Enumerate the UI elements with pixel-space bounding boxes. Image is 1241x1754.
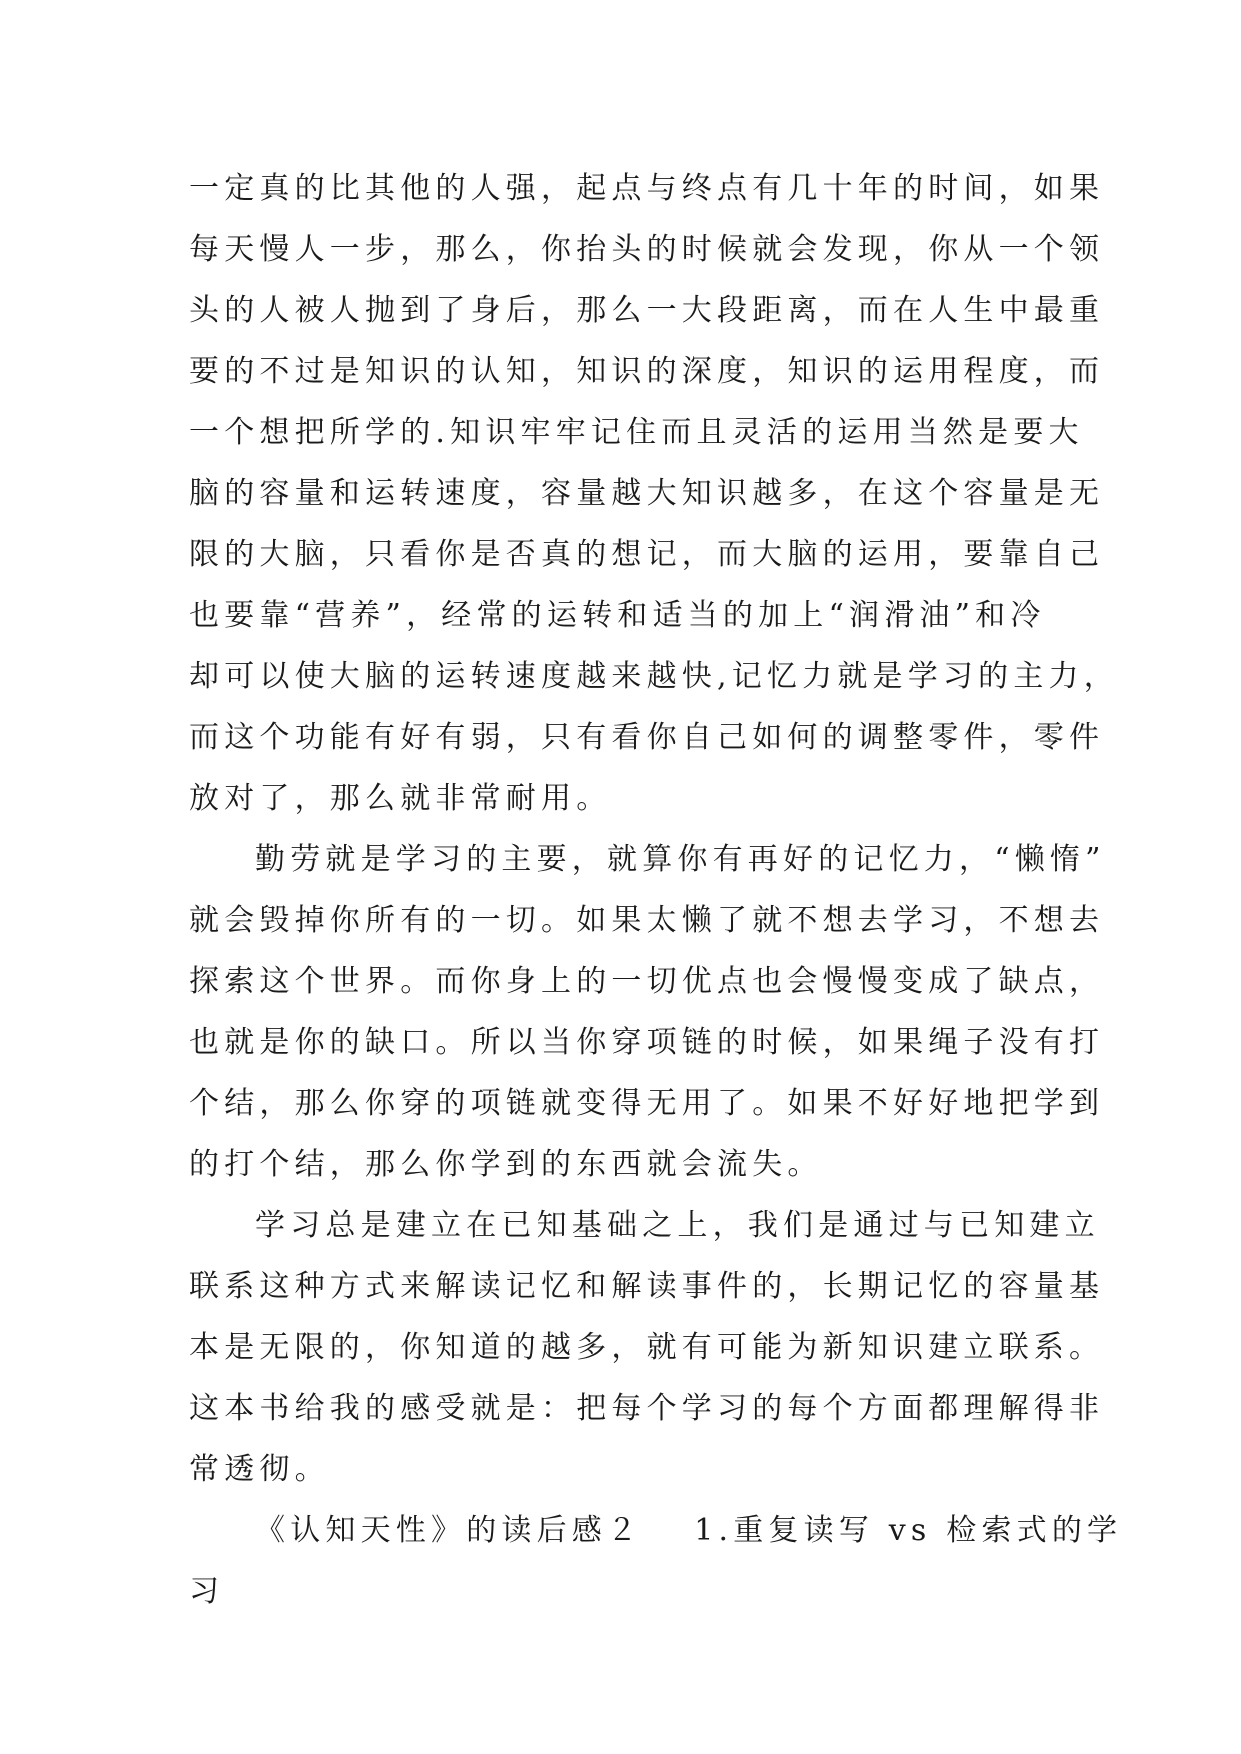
- section-heading: [189, 1500, 1123, 1622]
- text-line: 就会毁掉你所有的一切。如果太懒了就不想去学习，不想去: [189, 903, 1105, 938]
- heading-title: 《认知天性》的读后感２: [255, 1513, 643, 1548]
- heading-subtitle: 1.重复读写 vs 检索式的学: [694, 1513, 1123, 1548]
- text-line: 每天慢人一步，那么，你抬头的时候就会发现，你从一个领: [189, 232, 1105, 267]
- text-line: 常透彻。: [189, 1452, 330, 1487]
- heading-line: [189, 1500, 1123, 1561]
- text-line: 一定真的比其他的人强，起点与终点有几十年的时间，如果: [189, 171, 1105, 206]
- text-line: 而这个功能有好有弱，只有看你自己如何的调整零件，零件: [189, 720, 1105, 755]
- text-line: 一个想把所学的.知识牢牢记住而且灵活的运用当然是要大: [189, 415, 1084, 450]
- text-line: 这本书给我的感受就是：把每个学习的每个方面都理解得非: [189, 1391, 1105, 1426]
- heading-subtitle-continued: 习: [189, 1574, 225, 1609]
- paragraph-1: [189, 158, 1119, 829]
- text-line: 也就是你的缺口。所以当你穿项链的时候，如果绳子没有打: [189, 1025, 1105, 1060]
- text-line: 却可以使大脑的运转速度越来越快,记忆力就是学习的主力，: [189, 659, 1119, 694]
- text-line: 联系这种方式来解读记忆和解读事件的，长期记忆的容量基: [189, 1269, 1105, 1304]
- text-line: 的打个结，那么你学到的东西就会流失。: [189, 1147, 823, 1182]
- text-line: 探索这个世界。而你身上的一切优点也会慢慢变成了缺点，: [189, 964, 1105, 999]
- paragraph-3: [189, 1195, 1105, 1500]
- text-line: 本是无限的，你知道的越多，就有可能为新知识建立联系。: [189, 1330, 1105, 1365]
- text-line: 要的不过是知识的认知，知识的深度，知识的运用程度，而: [189, 354, 1105, 389]
- text-line: 个结，那么你穿的项链就变得无用了。如果不好好地把学到: [189, 1086, 1105, 1121]
- text-line: 学习总是建立在已知基础之上，我们是通过与已知建立: [255, 1208, 1100, 1243]
- paragraph-2: [189, 829, 1106, 1195]
- text-line: 限的大脑，只看你是否真的想记，而大脑的运用，要靠自己: [189, 537, 1105, 572]
- text-line: 放对了，那么就非常耐用。: [189, 781, 612, 816]
- text-line: 脑的容量和运转速度，容量越大知识越多，在这个容量是无: [189, 476, 1105, 511]
- text-line: 头的人被人抛到了身后，那么一大段距离，而在人生中最重: [189, 293, 1105, 328]
- text-line: 也要靠“营养”，经常的运转和适当的加上“润滑油”和冷: [189, 598, 1046, 633]
- text-line: 勤劳就是学习的主要，就算你有再好的记忆力，“懒惰”: [255, 842, 1106, 877]
- document-body: [189, 158, 1123, 1622]
